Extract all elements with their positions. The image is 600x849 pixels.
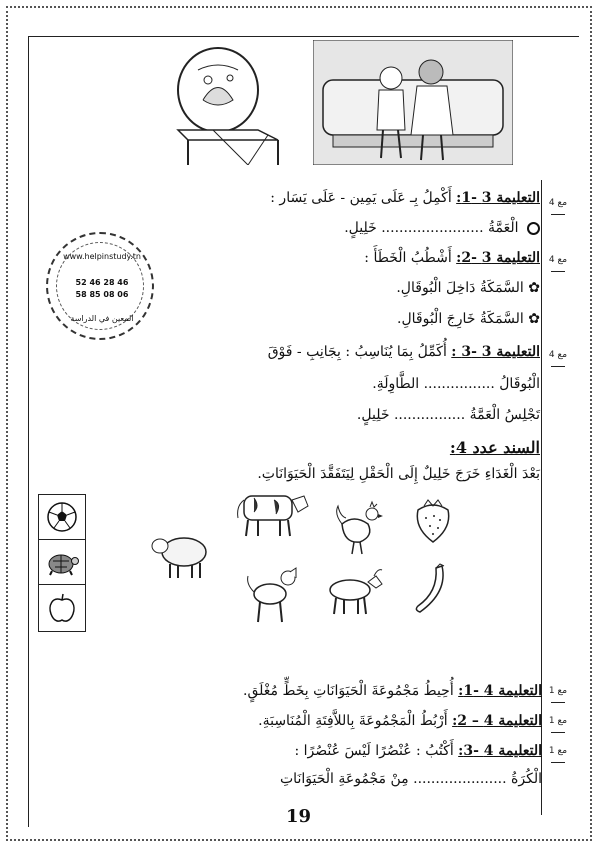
instruction-text: أَرْبُطُ الْمَجْمُوعَةَ بِاللاَّفِتَةِ الْمُنَاسِبَةِ. bbox=[258, 713, 448, 729]
instruction-4-1 bbox=[243, 683, 542, 699]
mark-4-3: مع 1 bbox=[546, 746, 570, 763]
instruction-3-2-item-1[interactable] bbox=[396, 280, 540, 296]
sentence-part: تَجْلِسُ الْعَمَّةُ bbox=[469, 407, 540, 423]
sentence-part: الْعَمَّةُ bbox=[488, 220, 519, 236]
instruction-3-3-line-2 bbox=[357, 407, 540, 423]
instruction-label: التعليمة 4 -1: bbox=[458, 683, 542, 699]
instruction-label: التعليمة 4 -3: bbox=[458, 743, 542, 759]
stamp-motto: المعين في الدراسة bbox=[70, 314, 134, 323]
choice-text: السَّمَكَةُ خَارِجَ الْبُوقَالِ. bbox=[397, 311, 524, 327]
flower-bullet-icon: ✿ bbox=[528, 311, 540, 327]
sign-apple[interactable] bbox=[39, 585, 85, 630]
instruction-4-3 bbox=[295, 743, 543, 759]
soccer-ball-icon bbox=[46, 501, 78, 533]
flower-bullet-icon: ✿ bbox=[528, 280, 540, 296]
instruction-text: أَكْمِلُ بِـ عَلَى يَمِين - عَلَى يَسَار : bbox=[270, 190, 452, 206]
sanad-4-text: بَعْدَ الْغَدَاءِ خَرَجَ خَلِيلٌ إِلَى الْحَقْلِ لِيَتَفَقَّدَ الْحَيَوَانَاتِ. bbox=[257, 466, 540, 482]
page-number: 19 bbox=[286, 806, 312, 827]
mark-3-2: مع 4 bbox=[546, 255, 570, 272]
instruction-label: التعليمة 3 -3 : bbox=[451, 344, 540, 360]
banana-icon[interactable] bbox=[414, 562, 452, 616]
strawberry-icon[interactable] bbox=[412, 498, 454, 544]
mark-3-3: مع 4 bbox=[546, 350, 570, 367]
instruction-label: التعليمة 4 – 2: bbox=[452, 713, 542, 729]
instruction-3-1 bbox=[270, 190, 540, 206]
blank-field[interactable]: ....................... bbox=[381, 220, 484, 236]
mark-4-1: مع 1 bbox=[546, 686, 570, 703]
sentence-part: خَلِيلٍ. bbox=[356, 407, 390, 423]
fishbowl-illustration bbox=[168, 40, 310, 165]
blank-field[interactable]: ................ bbox=[423, 376, 495, 392]
instruction-3-2 bbox=[364, 250, 540, 266]
instruction-4-2 bbox=[258, 713, 542, 729]
instruction-3-3-line-1 bbox=[372, 376, 540, 392]
apple-icon bbox=[47, 592, 77, 624]
sheep-icon[interactable] bbox=[150, 528, 212, 580]
mark-4-2: مع 1 bbox=[546, 716, 570, 733]
instruction-label: التعليمة 3 -1: bbox=[456, 190, 540, 206]
instruction-text: أَشْطُبُ الْخَطَأَ : bbox=[364, 250, 452, 266]
stamp-phone-2: 58 85 08 06 bbox=[75, 290, 129, 299]
sentence-part: الْبُوقَالُ bbox=[499, 376, 540, 392]
instruction-text: أُكَمِّلُ بِمَا يُنَاسِبُ : بِجَانِبِ - فَوْقَ bbox=[267, 344, 447, 360]
dog-icon[interactable] bbox=[244, 566, 300, 624]
instruction-3-3 bbox=[268, 344, 540, 360]
instruction-text: أُحِيطُ مَجْمُوعَةَ الْحَيَوَانَاتِ بِخَطٍّ مُغْلَقٍ. bbox=[243, 683, 454, 699]
sanad-4-title: السند عدد 4: bbox=[449, 438, 540, 457]
stamp-phone-1: 52 46 28 46 bbox=[75, 278, 129, 287]
instruction-label: التعليمة 3 -2: bbox=[456, 250, 540, 266]
instruction-3-1-answer bbox=[344, 220, 540, 236]
blank-field[interactable]: ................ bbox=[393, 407, 466, 423]
rooster-icon[interactable] bbox=[332, 500, 386, 556]
cow-icon[interactable] bbox=[234, 486, 310, 538]
instruction-4-3-answer bbox=[280, 771, 542, 787]
aunt-and-khalil-illustration bbox=[313, 40, 513, 165]
stamp-site: www.helpinstudy.tn bbox=[63, 252, 141, 261]
sentence-part: الطَّاوِلَةِ. bbox=[372, 376, 420, 392]
turtle-icon bbox=[44, 547, 80, 577]
instruction-3-2-item-2[interactable] bbox=[397, 311, 540, 327]
site-stamp bbox=[46, 232, 154, 340]
instruction-text: أَكْتُبُ : عُنْصُرًا لَيْسَ عُنْصُرًا : bbox=[294, 743, 454, 759]
sentence-part: خَلِيلٍ. bbox=[344, 220, 377, 236]
sentence-part: الْكُرَةُ bbox=[511, 771, 542, 787]
sentence-part: مِنْ مَجْمُوعَةِ الْحَيَوَانَاتِ bbox=[280, 771, 409, 787]
signs-box bbox=[38, 494, 86, 632]
mark-3-1: مع 4 bbox=[546, 198, 570, 215]
sign-ball[interactable] bbox=[39, 495, 85, 540]
goat-icon[interactable] bbox=[320, 566, 384, 616]
choice-text: السَّمَكَةُ دَاخِلَ الْبُوقَالِ. bbox=[396, 280, 524, 296]
sign-turtle[interactable] bbox=[39, 540, 85, 585]
bullet-icon bbox=[527, 222, 540, 235]
blank-field[interactable]: ..................... bbox=[413, 771, 507, 787]
